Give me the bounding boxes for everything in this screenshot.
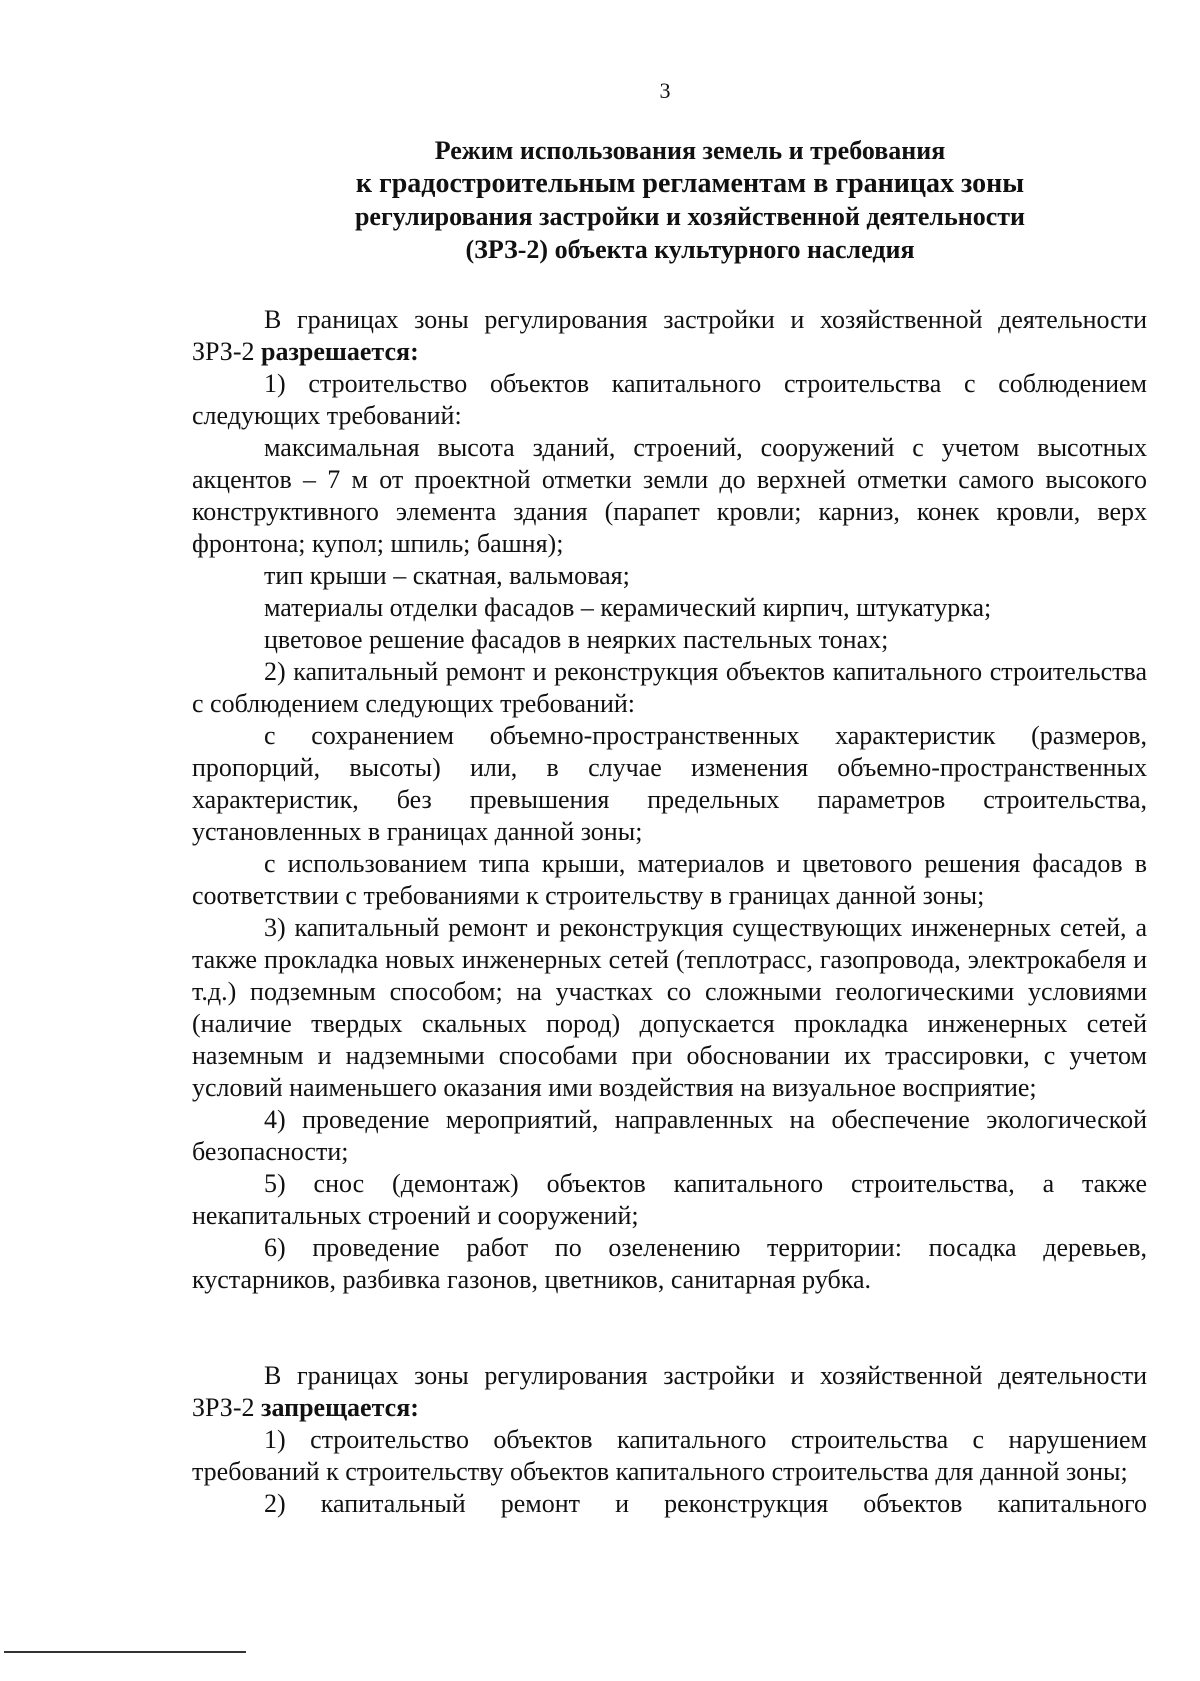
section-permitted (192, 304, 1147, 1296)
title-line-4: (ЗРЗ-2) объекта культурного наследия (465, 235, 915, 264)
permitted-item-1-colors: цветовое решение фасадов в неярких пастельных тонах; (264, 625, 889, 654)
title-line-3: регулирования застройки и хозяйственной деятельности (354, 202, 1026, 231)
intro-text: В границах зоны регулирования застройки и хозяйственной деятельности ЗРЗ-2 (192, 1361, 1147, 1422)
page-number: 3 (659, 78, 671, 103)
section-prohibited-intro (192, 1360, 1147, 1424)
permitted-item-1-roof: тип крыши – скатная, вальмовая; (264, 561, 630, 590)
intro-bold-keyword: разрешается: (261, 337, 419, 366)
prohibited-item-1: 1) строительство объектов капитального строительства с нарушением требований к строительству объектов капитального строительства для данной зоны; (192, 1425, 1147, 1486)
document-title (330, 134, 1050, 266)
section-prohibited (192, 1360, 1147, 1520)
permitted-item-2: 2) капитальный ремонт и реконструкция объектов капитального строительства с соблюдением следующих требований: (192, 657, 1147, 718)
permitted-item-1-materials: материалы отделки фасадов – керамический кирпич, штукатурка; (264, 593, 992, 622)
section-permitted-intro (192, 304, 1147, 368)
intro-text: В границах зоны регулирования застройки и хозяйственной деятельности ЗРЗ-2 (192, 305, 1147, 366)
title-line-1: Режим использования земель и требования (434, 136, 946, 165)
permitted-item-2-volume: с сохранением объемно-пространственных характеристик (размеров, пропорций, высоты) или, в случае изменения объемно-пространственных характеристик, без превышения предельных параметров строительства, установленных в границах данной зоны; (192, 721, 1147, 846)
permitted-item-4: 4) проведение мероприятий, направленных на обеспечение экологической безопасности; (192, 1105, 1147, 1166)
permitted-item-5: 5) снос (демонтаж) объектов капитального строительства, а также некапитальных строений и сооружений; (192, 1169, 1147, 1230)
permitted-item-3: 3) капитальный ремонт и реконструкция существующих инженерных сетей, а также прокладка новых инженерных сетей (теплотрасс, газопровода, электрокабеля и т.д.) подземным способом; на участках со сложными геологическими условиями (наличие твердых скальных пород) допускается прокладка инженерных сетей наземным и надземными способами при обосновании их трассировки, с учетом условий наименьшего оказания ими воздействия на визуальное восприятие; (192, 913, 1147, 1102)
permitted-item-1-height: максимальная высота зданий, строений, сооружений с учетом высотных акцентов – 7 м от проектной отметки земли до верхней отметки самого высокого конструктивного элемента здания (парапет кровли; карниз, конек кровли, верх фронтона; купол; шпиль; башня); (192, 433, 1147, 558)
title-line-2: к градостроительным регламентам в границах зоны (355, 168, 1025, 199)
footer-divider (4, 1651, 246, 1653)
permitted-item-1: 1) строительство объектов капитального строительства с соблюдением следующих требований: (192, 369, 1147, 430)
permitted-item-6: 6) проведение работ по озеленению территории: посадка деревьев, кустарников, разбивка газонов, цветников, санитарная рубка. (192, 1233, 1147, 1294)
prohibited-item-2: 2) капитальный ремонт и реконструкция объектов капитального (264, 1489, 1147, 1518)
intro-bold-keyword: запрещается: (261, 1393, 419, 1422)
permitted-item-2-roof-materials: с использованием типа крыши, материалов и цветового решения фасадов в соответствии с требованиями к строительству в границах данной зоны; (192, 849, 1147, 910)
